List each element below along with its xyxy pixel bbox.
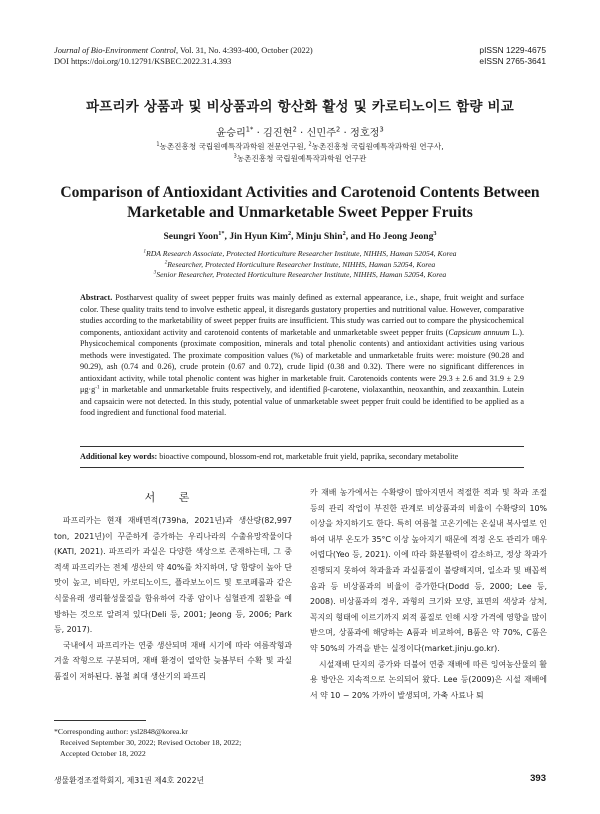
section-heading: 서 론 (144, 491, 200, 504)
english-author: Minju Shin (295, 231, 343, 242)
author-sup: 3 (433, 229, 437, 237)
body-paragraph: 파프리카는 현재 재배면적(739ha, 2021년)과 생산량(82,997 ton, 2021년)이 꾸준하게 증가하는 우리나라의 수출유망작물이다(KATI, 2021). 파프리카 과실은 다양한 색상으로 존재하는데, 그 중 적색 파프리카는 전체 생산의 약 40%를 차지하며, 당 함량이 높아 단맛이 높고, 비타민, 카로티노이드, 플라보노이드 및 토코페롤과 같은 식물유래 생리활성물질을 함유하여 각종 암이나 심혈관계 질환을 예방하는 것으로 알려져 있다(Deli 등, 2001; Jeong 등, 2006; Park 등, 2017). (54, 516, 292, 635)
korean-author: 김진현 (263, 128, 293, 139)
aff-sup: 3 (233, 152, 237, 159)
journal-citation-header (54, 45, 414, 67)
english-affiliation: Senior Researcher, Protected Horticulture Researcher Institute, NIHHS, Haman 52054, Korea (156, 270, 447, 279)
abstract-text: Postharvest quality of sweet pepper fruits was mainly defined as external appearance, i.e., shape, fruit weight and surface color. These quality traits tend to involve esthetic appeal, it disregards gustatory properties and nutritional value. However, comparative studies according to the marketability of sweet pepper fruits are insufficient. This study was carried out to compare the physicochemical components, antioxidant activity and carotenoid contents of marketable and unmarketable sweet pepper fruits ( (80, 293, 524, 337)
pissn: pISSN 1229-4675 (479, 45, 546, 55)
author-separator: · (296, 128, 307, 139)
english-title-line: Marketable and Unmarketable Sweet Pepper Fruits (127, 204, 473, 221)
aff-sup: 2 (164, 259, 168, 265)
journal-volume: , Vol. 31, No. 4:393-400, October (2022) (175, 46, 313, 55)
footnote (54, 726, 294, 759)
body-column-right (310, 485, 547, 703)
keywords (80, 451, 524, 463)
author-sup: 2 (336, 125, 341, 134)
keywords-text: bioactive compound, blossom-end rot, marketable fruit yield, paprika, secondary metabolite (157, 452, 459, 461)
footer-journal: 생물환경조절학회지, 제31권 제4호 2022년 (54, 776, 205, 785)
author-sup: 2 (342, 229, 346, 237)
aff-sup: 1 (156, 141, 160, 148)
author-sup: 1* (245, 125, 254, 134)
aff-sup: 2 (308, 141, 312, 148)
aff-sup: 1 (143, 249, 147, 255)
accepted-date: Accepted October 18, 2022 (60, 749, 146, 758)
english-affiliation: Researcher, Protected Horticulture Researcher Institute, NIHHS, Haman 52054, Korea (167, 259, 436, 269)
korean-author: 정호정 (349, 128, 380, 139)
eissn: eISSN 2765-3641 (479, 56, 546, 66)
received-date: Received September 30, 2022; Revised October 18, 2022; (60, 738, 242, 747)
korean-affiliation: 농촌진흥청 국립원예특작과학원 연구사, (311, 142, 444, 151)
english-author: Jin Hyun Kim (229, 231, 288, 242)
english-authors: Seungri Yoon$^{1*}$, Jin Hyun Kim$^2$, Minju Shin$^2$, and Ho Jeong Jeong$^3$ (163, 229, 437, 242)
body-paragraph: 시설재배 단지의 증가와 더불어 연중 재배에 따른 잉여농산물의 활용 방안은 지속적으로 논의되어 왔다. Lee 등(2009)은 시설 재배에서 약 10 − 20% 가까이 발생되며, 가축 사료나 퇴 (310, 659, 547, 700)
author-sup: 2 (292, 125, 297, 134)
author-sup: 2 (287, 229, 292, 237)
korean-title: 파프리카 상품과 및 비상품과의 항산화 활성 및 카로티노이드 함량 비교 (85, 99, 515, 115)
abstract-text: in marketable and unmarketable fruits respectively, and identified β-carotene, violaxanthin, neoxanthin, and zeaxanthin. Lutein and capsaicin were not detected. In this study, potential value of unmarketable sweet pepper fruit could be identified to be applied as a food ingredient and functional food material. (80, 385, 524, 417)
aff-sup: 3 (153, 270, 157, 276)
page-number: 393 (530, 773, 546, 784)
korean-authors (0, 124, 600, 139)
issn-block (479, 45, 546, 67)
author-separator: · (253, 128, 264, 139)
korean-affiliation: 농촌진흥청 국립원예특작과학원 전문연구원, (159, 142, 309, 151)
english-author: Seungri Yoon (163, 231, 219, 242)
abstract (80, 292, 524, 419)
english-title (40, 183, 560, 223)
divider (80, 446, 524, 447)
unit-sup: -1 (95, 384, 100, 391)
english-affiliation: RDA Research Associate, Protected Horticulture Researcher Institute, NIHHS, Haman 52054, Korea (146, 249, 457, 258)
doi-link[interactable]: DOI https://doi.org/10.12791/KSBEC.2022.31.4.393 (54, 57, 232, 66)
author-sup: 3 (379, 125, 384, 134)
body-paragraph: 카 재배 농가에서는 수확량이 많아지면서 적절한 적과 및 착과 조절 등의 관리 작업이 부진한 관계로 비상품과의 비율이 수확량의 10% 이상을 차지하기도 한다. 특히 여름철 고온기에는 온실내 복사열로 인하여 내부 온도가 35°C 이상 높아지기 때문에 적정 온도 관리가 매우 어렵다(Yeo 등, 2021). 이에 따라 화분활력이 감소하고, 정상 착과가 진행되지 못하여 착과율과 과실품질이 불량해지며, 일소과 및 배꼽썩음과 등 비상품과의 비율이 증가한다(Dodd 등, 2000; Lee 등, 2008). 비상품과의 경우, 과형의 크기와 모양, 표면의 색상과 상처, 꼭지의 형태에 이르기까지 외적 품질로 인해 시장 가격에 영향을 많이 받으며, 상품과에 해당하는 A품과 비교하여, B품은 약 70%, C품은 약 50%의 가격을 받는 실정이다(market.jinju.go.kr). (310, 488, 547, 653)
body-column-left (54, 513, 292, 685)
author-separator: · (340, 128, 350, 139)
body-paragraph: 국내에서 파프리카는 연중 생산되며 재배 시기에 따라 여름작형과 겨울 작형으로 구분되며, 재배 환경이 열악한 늦봄부터 수확 및 과실 품질이 저하된다. 봄철 최대 생산기의 파프리 (54, 640, 292, 681)
korean-author: 신민주 (306, 128, 337, 139)
english-title-line: Comparison of Antioxidant Activities and Carotenoid Contents Between (60, 184, 540, 201)
keywords-label: Additional key words: (80, 452, 158, 461)
abstract-label: Abstract. (80, 293, 113, 302)
corresponding-author: *Corresponding author: ysl2848@korea.kr (54, 727, 188, 736)
divider (80, 467, 524, 468)
abstract-text: L.). Physicochemical components (proximate composition, minerals and total phenolic contents) and antioxidant activities using various methods were investigated. The proximate composition values (%) of marketable and unmarketable fruits were: moisture (90.28 and 90.29), ash (0.74 and 0.26), crude protein (0.67 and 0.72), crude lipid (0.38 and 0.32). There were no significant differences in antioxidant activity, while total phenolic content was higher in marketable fruit. Carotenoids contents were 29.3 ± 2.6 and 31.9 ± 2.9 μg·g (80, 327, 524, 394)
author-sup: 1* (218, 229, 225, 237)
korean-author: 윤승리 (216, 128, 246, 139)
korean-affiliation: 농촌진흥청 국립원예특작과학원 연구관 (236, 153, 367, 163)
korean-affiliations (0, 141, 600, 164)
english-author: Ho Jeong Jeong (368, 231, 434, 242)
english-affiliations (0, 249, 600, 281)
species-name: Capsicum annuum (448, 327, 510, 337)
journal-name: Journal of Bio-Environment Control (54, 46, 176, 55)
footnote-rule (54, 720, 146, 721)
